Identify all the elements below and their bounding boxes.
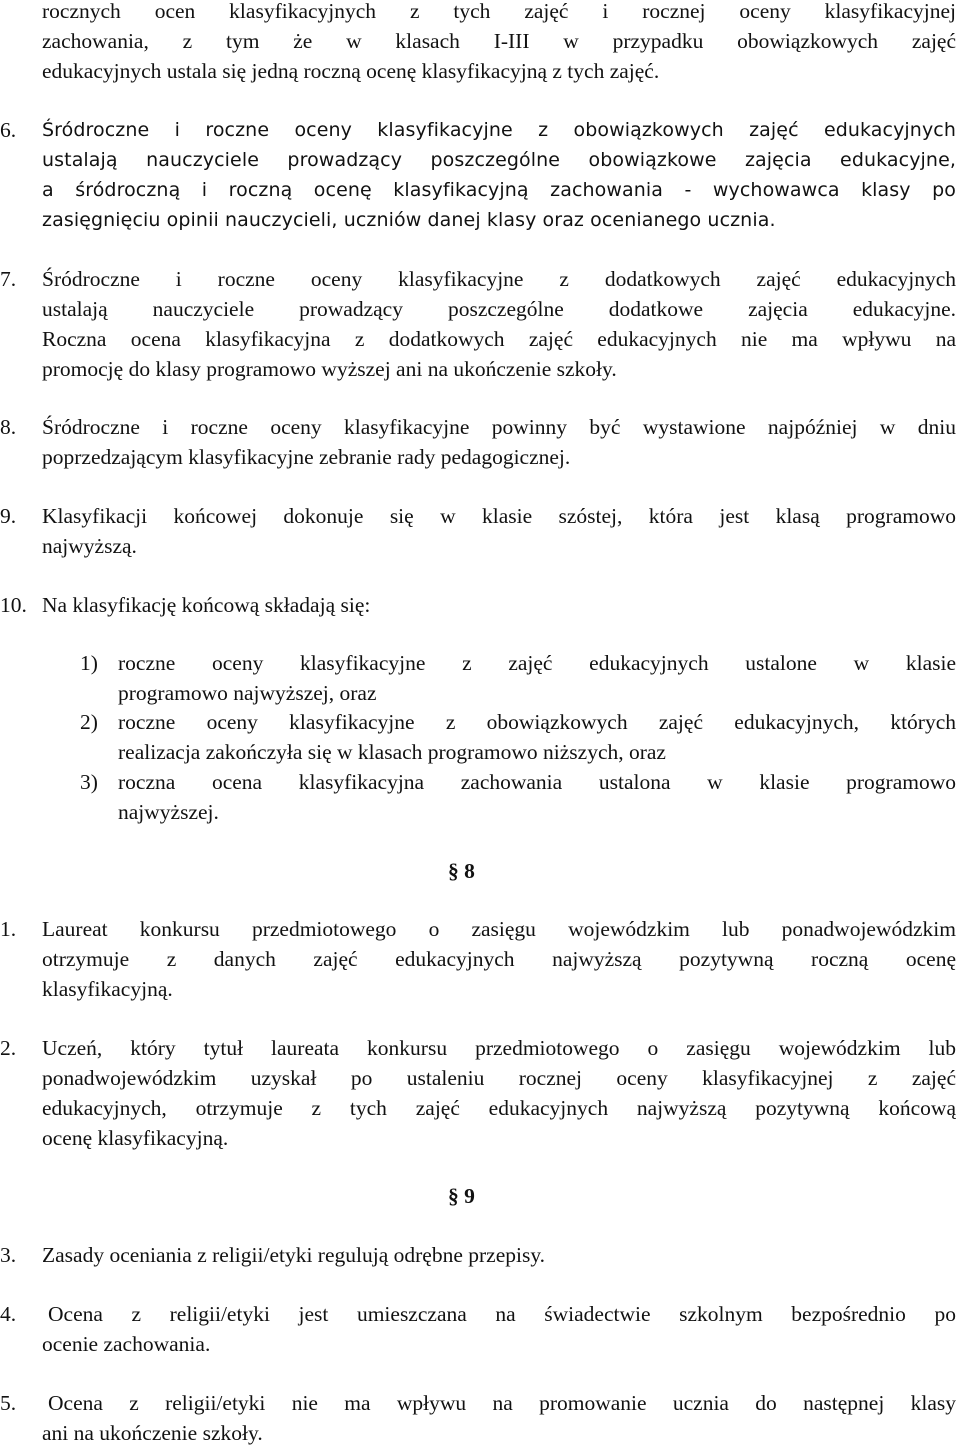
text-line: Klasyfikacji końcowej dokonuje się w klasie szóstej, która jest klasą programowo bbox=[42, 504, 956, 528]
text-line: zasięgnięciu opinii nauczycieli, uczniów danej klasy oraz ocenianego ucznia. bbox=[42, 209, 776, 231]
paragraph-number: 4. bbox=[0, 1302, 17, 1326]
text-line: Zasady oceniania z religii/etyki regulują odrębne przepisy. bbox=[42, 1243, 546, 1267]
paragraph-number: 8. bbox=[0, 415, 17, 439]
paragraph-9 bbox=[0, 501, 956, 561]
paragraph-number: 5. bbox=[0, 1391, 17, 1415]
text-line: edukacyjnych, otrzymuje z tych zajęć edukacyjnych najwyższą pozytywną końcową bbox=[42, 1096, 956, 1120]
text-line: ocenie zachowania. bbox=[42, 1332, 211, 1356]
text-line: najwyższej. bbox=[118, 800, 219, 824]
paragraph-number: 3. bbox=[0, 1243, 17, 1267]
text-line: roczne oceny klasyfikacyjne z zajęć edukacyjnych ustalone w klasie bbox=[118, 651, 956, 675]
text-line: ani na ukończenie szkoły. bbox=[42, 1421, 263, 1445]
paragraph-number: 1. bbox=[0, 917, 17, 941]
list-item bbox=[0, 767, 956, 827]
text-line: Laureat konkursu przedmiotowego o zasięgu wojewódzkim lub ponadwojewódzkim bbox=[42, 917, 956, 941]
text-line: najwyższą. bbox=[42, 534, 137, 558]
text-line: otrzymuje z danych zajęć edukacyjnych najwyższą pozytywną roczną ocenę bbox=[42, 947, 956, 971]
text-line: Na klasyfikację końcową składają się: bbox=[42, 593, 371, 617]
paragraph-number: 7. bbox=[0, 267, 17, 291]
text-line: Ocena z religii/etyki jest umieszczana na świadectwie szkolnym bezpośrednio po bbox=[48, 1302, 956, 1326]
list-item bbox=[0, 648, 956, 708]
text-line: rocznych ocen klasyfikacyjnych z tych zajęć i rocznej oceny klasyfikacyjnej bbox=[42, 0, 956, 23]
list-item bbox=[0, 707, 956, 767]
text-line: Roczna ocena klasyfikacyjna z dodatkowych zajęć edukacyjnych nie ma wpływu na bbox=[42, 327, 956, 351]
paragraph-3 bbox=[0, 1240, 956, 1270]
text-line: poprzedzającym klasyfikacyjne zebranie rady pedagogicznej. bbox=[42, 445, 571, 469]
paragraph-number: 6. bbox=[0, 118, 17, 142]
text-line: roczne oceny klasyfikacyjne z obowiązkowych zajęć edukacyjnych, których bbox=[118, 710, 956, 734]
paragraph-6 bbox=[0, 115, 956, 235]
text-line: promocję do klasy programowo wyższej ani na ukończenie szkoły. bbox=[42, 357, 617, 381]
text-line: ustalają nauczyciele prowadzący poszczególne dodatkowe zajęcia edukacyjne. bbox=[42, 297, 956, 321]
paragraph-1 bbox=[0, 914, 956, 1004]
text-line: Śródroczne i roczne oceny klasyfikacyjne powinny być wystawione najpóźniej w dniu bbox=[42, 415, 956, 439]
paragraph-2 bbox=[0, 1033, 956, 1153]
text-line: roczna ocena klasyfikacyjna zachowania ustalona w klasie programowo bbox=[118, 770, 956, 794]
text-line: klasyfikacyjną. bbox=[42, 977, 173, 1001]
text-line: ocenę klasyfikacyjną. bbox=[42, 1126, 229, 1150]
text-line: edukacyjnych ustala się jedną roczną ocenę klasyfikacyjną z tych zajęć. bbox=[42, 59, 660, 83]
paragraph-10 bbox=[0, 590, 956, 620]
text-line: Ocena z religii/etyki nie ma wpływu na promowanie ucznia do następnej klasy bbox=[48, 1391, 956, 1415]
paragraph-8 bbox=[0, 412, 956, 472]
paragraph-4 bbox=[0, 1299, 956, 1359]
section-heading: § 8 bbox=[448, 859, 475, 883]
list-item-number: 1) bbox=[80, 651, 98, 675]
paragraph-number: 2. bbox=[0, 1036, 17, 1060]
section-heading: § 9 bbox=[448, 1184, 475, 1208]
text-line: zachowania, z tym że w klasach I-III w przypadku obowiązkowych zajęć bbox=[42, 29, 956, 53]
list-item-number: 2) bbox=[80, 710, 98, 734]
text-line: ustalają nauczyciele prowadzący poszczególne obowiązkowe zajęcia edukacyjne, bbox=[42, 149, 956, 171]
paragraph-number: 9. bbox=[0, 504, 17, 528]
paragraph-7 bbox=[0, 264, 956, 384]
paragraph-number: 10. bbox=[0, 593, 27, 617]
paragraph-5 bbox=[0, 1388, 956, 1448]
text-line: Uczeń, który tytuł laureata konkursu przedmiotowego o zasięgu wojewódzkim lub bbox=[42, 1036, 956, 1060]
intro-paragraph bbox=[0, 0, 956, 86]
text-line: programowo najwyższej, oraz bbox=[118, 681, 377, 705]
text-line: a śródroczną i roczną ocenę klasyfikacyjną zachowania - wychowawca klasy po bbox=[42, 179, 956, 201]
text-line: realizacja zakończyła się w klasach programowo niższych, oraz bbox=[118, 740, 666, 764]
text-line: ponadwojewódzkim uzyskał po ustaleniu rocznej oceny klasyfikacyjnej z zajęć bbox=[42, 1066, 956, 1090]
text-line: Śródroczne i roczne oceny klasyfikacyjne z obowiązkowych zajęć edukacyjnych bbox=[42, 119, 956, 141]
text-line: Śródroczne i roczne oceny klasyfikacyjne z dodatkowych zajęć edukacyjnych bbox=[42, 267, 956, 291]
list-item-number: 3) bbox=[80, 770, 98, 794]
